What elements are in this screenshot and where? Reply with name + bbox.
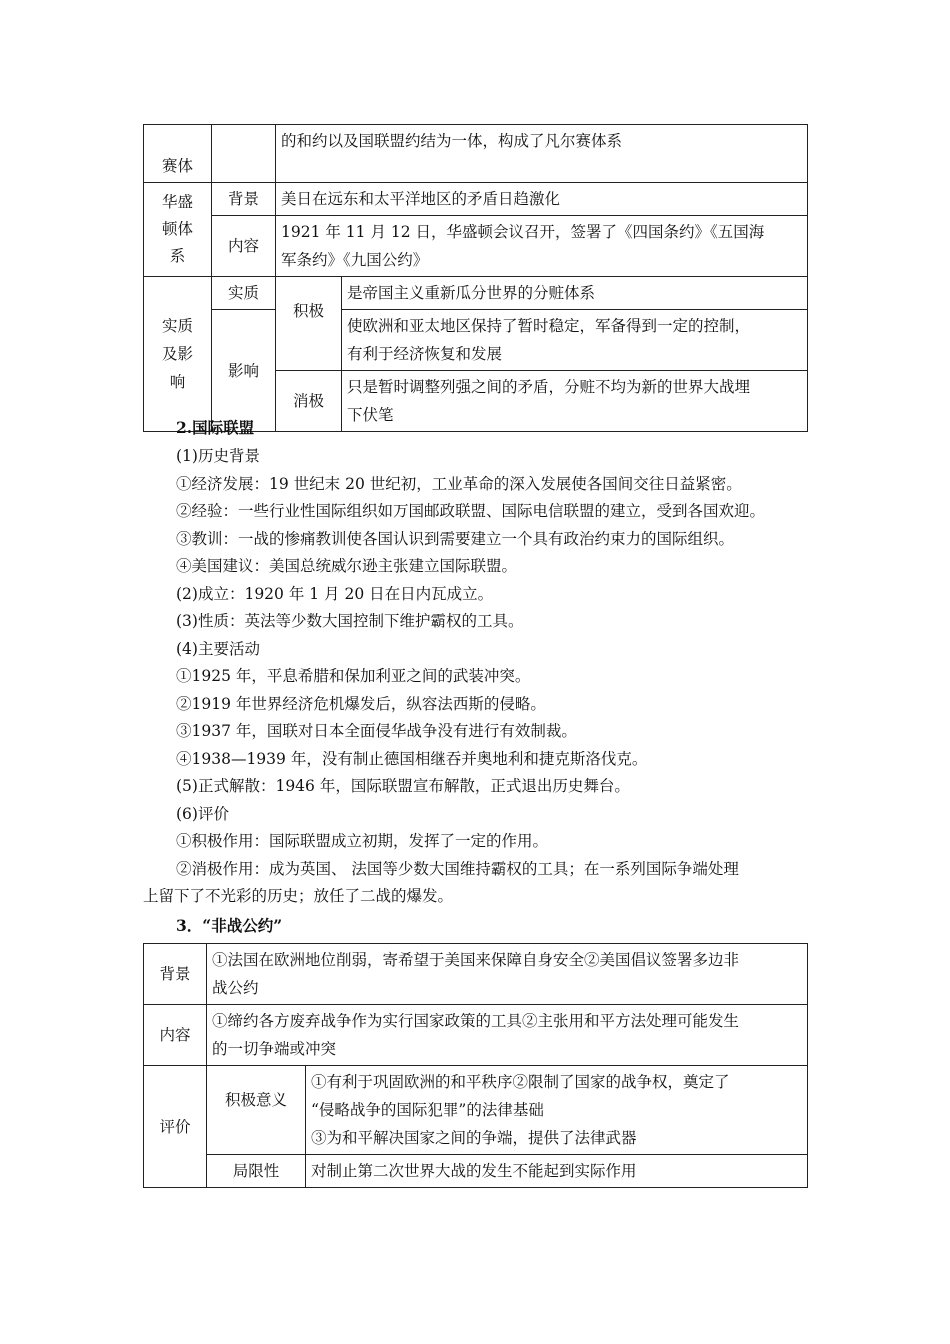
negative-text-line2: 下伏笔 [347,406,394,424]
section2-line: ③1937 年，国联对日本全面侵华战争没有进行有效制裁。 [176,722,577,740]
section2-line: ①1925 年，平息希腊和保加利亚之间的武装冲突。 [176,667,531,685]
pact-positive-label: 积极意义 [224,1091,287,1109]
section2-line: ④美国建议：美国总统威尔逊主张建立国际联盟。 [176,557,518,575]
essence-impact-label-cell [144,277,212,432]
essence-impact-line2: 及影 [161,345,193,363]
treaty-system-table [143,124,808,432]
section2-line: (6)评价 [176,805,229,823]
content-text-line2: 军条约》《九国公约》 [281,251,429,269]
section2-heading: 2.国际联盟 [176,418,255,437]
section3-heading: 3．“非战公约” [176,916,283,935]
pact-background-text-cell [207,944,808,1005]
negative-text-line1: 只是暂时调整列强之间的矛盾，分赃不均为新的世界大战埋 [347,378,751,396]
background-label: 背景 [227,190,259,208]
pact-positive-line1: ①有利于巩固欧洲的和平秩序②限制了国家的战争权，奠定了 [311,1073,730,1091]
versailles-text: 的和约以及国联盟约结为一体，构成了凡尔赛体系 [281,132,623,150]
section2-line: ③教训：一战的惨痛教训使各国认识到需要建立一个具有政治约束力的国际组织。 [176,530,735,548]
section2-line: (2)成立：1920 年 1 月 20 日在日内瓦成立。 [176,585,494,603]
pact-limitation-text: 对制止第二次世界大战的发生不能起到实际作用 [311,1162,637,1180]
content-label: 内容 [227,237,259,255]
pact-limitation-label: 局限性 [232,1162,280,1180]
section2-line: ④1938—1939 年，没有制止德国相继吞并奥地利和捷克斯洛伐克。 [176,750,648,768]
pact-content-line1: ①缔约各方废弃战争作为实行国家政策的工具②主张用和平方法处理可能发生 [212,1012,740,1030]
pact-content-line2: 的一切争端或冲突 [212,1040,337,1058]
background-text: 美日在远东和太平洋地区的矛盾日趋激化 [281,190,561,208]
washington-label-line2: 顿体 [161,220,193,238]
essence-impact-line1: 实质 [161,317,193,335]
versailles-label-cell [144,125,212,183]
pact-background-line2: 战公约 [212,979,259,997]
section2-line: ②消极作用：成为英国、 法国等少数大国维持霸权的工具；在一系列国际争端处理 [176,860,739,878]
section2-line: (5)正式解散：1946 年，国际联盟宣布解散，正式退出历史舞台。 [176,777,630,795]
essence-impact-line3: 响 [169,373,186,391]
section2-line: (1)历史背景 [176,447,260,465]
pact-positive-line2: “侵略战争的国际犯罪”的法律基础 [311,1101,544,1119]
washington-label-cell [144,183,212,277]
negative-label-cell [276,371,342,432]
essence-label: 实质 [227,284,259,302]
pact-limitation-label-cell [207,1155,306,1188]
positive-label-cell [276,277,342,371]
pact-content-label: 内容 [159,1026,191,1044]
positive-text-line2: 有利于经济恢复和发展 [347,345,503,363]
content-label-cell [212,216,276,277]
section2-line: ①经济发展：19 世纪末 20 世纪初，工业革命的深入发展使各国间交往日益紧密。 [176,475,742,493]
impact-label: 影响 [227,361,259,380]
pact-evaluation-label-cell [144,1066,207,1188]
washington-label-line1: 华盛 [161,193,193,211]
pact-positive-line3: ③为和平解决国家之间的争端，提供了法律武器 [311,1129,637,1147]
pact-content-text-cell [207,1005,808,1066]
section2-line: ①积极作用：国际联盟成立初期，发挥了一定的作用。 [176,832,549,850]
pact-background-line1: ①法国在欧洲地位削弱，寄希望于美国来保障自身安全②美国倡议签署多边非 [212,951,740,969]
empty-cell [212,125,276,183]
pact-content-label-cell [144,1005,207,1066]
pact-positive-label-cell [207,1066,306,1155]
versailles-label: 赛体 [161,157,193,175]
positive-text-cell [342,310,808,371]
positive-text-line1: 使欧洲和亚太地区保持了暂时稳定，军备得到一定的控制， [347,317,751,335]
essence-label-cell [212,277,276,310]
section2-line: ②经验：一些行业性国际组织如万国邮政联盟、国际电信联盟的建立，受到各国欢迎。 [176,502,766,520]
content-text-line1: 1921 年 11 月 12 日，华盛顿会议召开，签署了《四国条约》《五国海 [281,223,765,241]
section2-line: (4)主要活动 [176,640,260,658]
pact-background-label: 背景 [159,965,191,983]
content-text-cell [276,216,808,277]
section2-line: 上留下了不光彩的历史；放任了二战的爆发。 [143,887,454,905]
versailles-text-cell [276,125,808,183]
washington-label-line3: 系 [169,247,186,265]
pact-positive-text-cell [306,1066,808,1155]
essence-text-cell [342,277,808,310]
pact-background-label-cell [144,944,207,1005]
negative-text-cell [342,371,808,432]
background-text-cell [276,183,808,216]
section2-line: (3)性质：英法等少数大国控制下维护霸权的工具。 [176,612,524,630]
pact-evaluation-label: 评价 [159,1117,191,1136]
background-label-cell [212,183,276,216]
pact-limitation-text-cell [306,1155,808,1188]
section2-line: ②1919 年世界经济危机爆发后，纵容法西斯的侵略。 [176,695,546,713]
essence-text: 是帝国主义重新瓜分世界的分赃体系 [347,284,596,302]
kellogg-pact-table [143,943,808,1188]
positive-label: 积极 [292,302,324,320]
negative-label: 消极 [292,392,324,410]
